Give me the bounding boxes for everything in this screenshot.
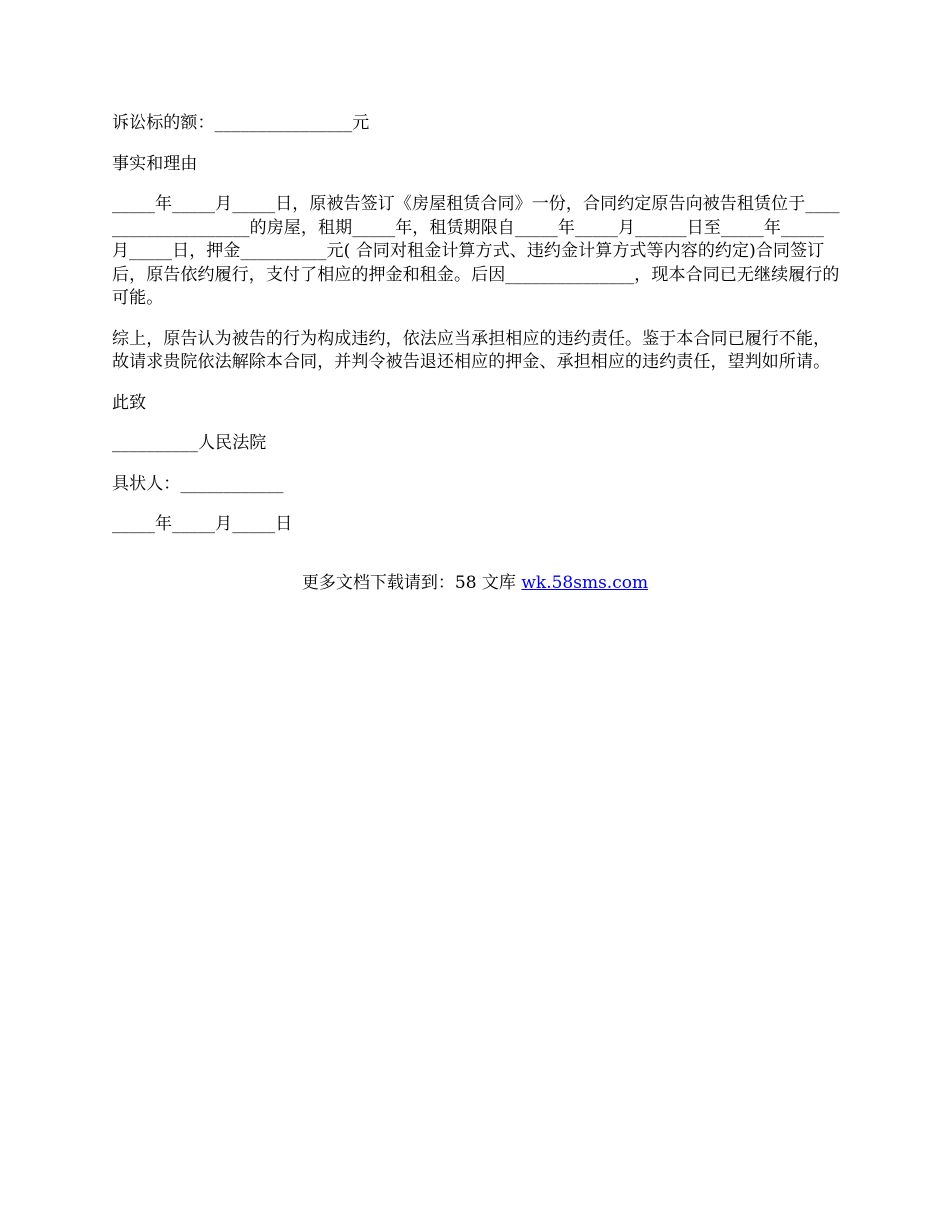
download-footer [0, 572, 950, 596]
date-line: _____年_____月_____日 [112, 514, 293, 534]
facts-heading: 事实和理由 [112, 153, 198, 174]
footer-link[interactable]: wk.58sms.com [521, 573, 649, 593]
facts-paragraph: _____年_____月_____日，原被告签订《房屋租赁合同》一份，合同约定原告向被告租赁位于____________________的房屋，租期_____年，租赁期限自_____年_____月______日至_____年_____月_____日，押金__________元( 合同对租金计算方式、违约金计算方式等内容的约定)合同签订后，原告依约履行，支付了相应的押金和租金。后因_______________，现本合同已无继续履行的可能。 [112, 194, 840, 308]
document-body [112, 112, 840, 554]
court-line: __________人民法院 [112, 433, 267, 453]
conclusion-paragraph: 综上，原告认为被告的行为构成违约，依法应当承担相应的违约责任。鉴于本合同已履行不能，故请求贵院依法解除本合同，并判令被告退还相应的押金、承担相应的违约责任，望判如所请。 [112, 328, 831, 372]
footer-prefix: 更多文档下载请到：58 文库 [301, 573, 522, 593]
salutation: 此致 [112, 392, 147, 413]
plaintiff-line: 具状人：____________ [112, 473, 284, 494]
claim-amount-line: 诉讼标的额：________________元 [112, 113, 370, 133]
